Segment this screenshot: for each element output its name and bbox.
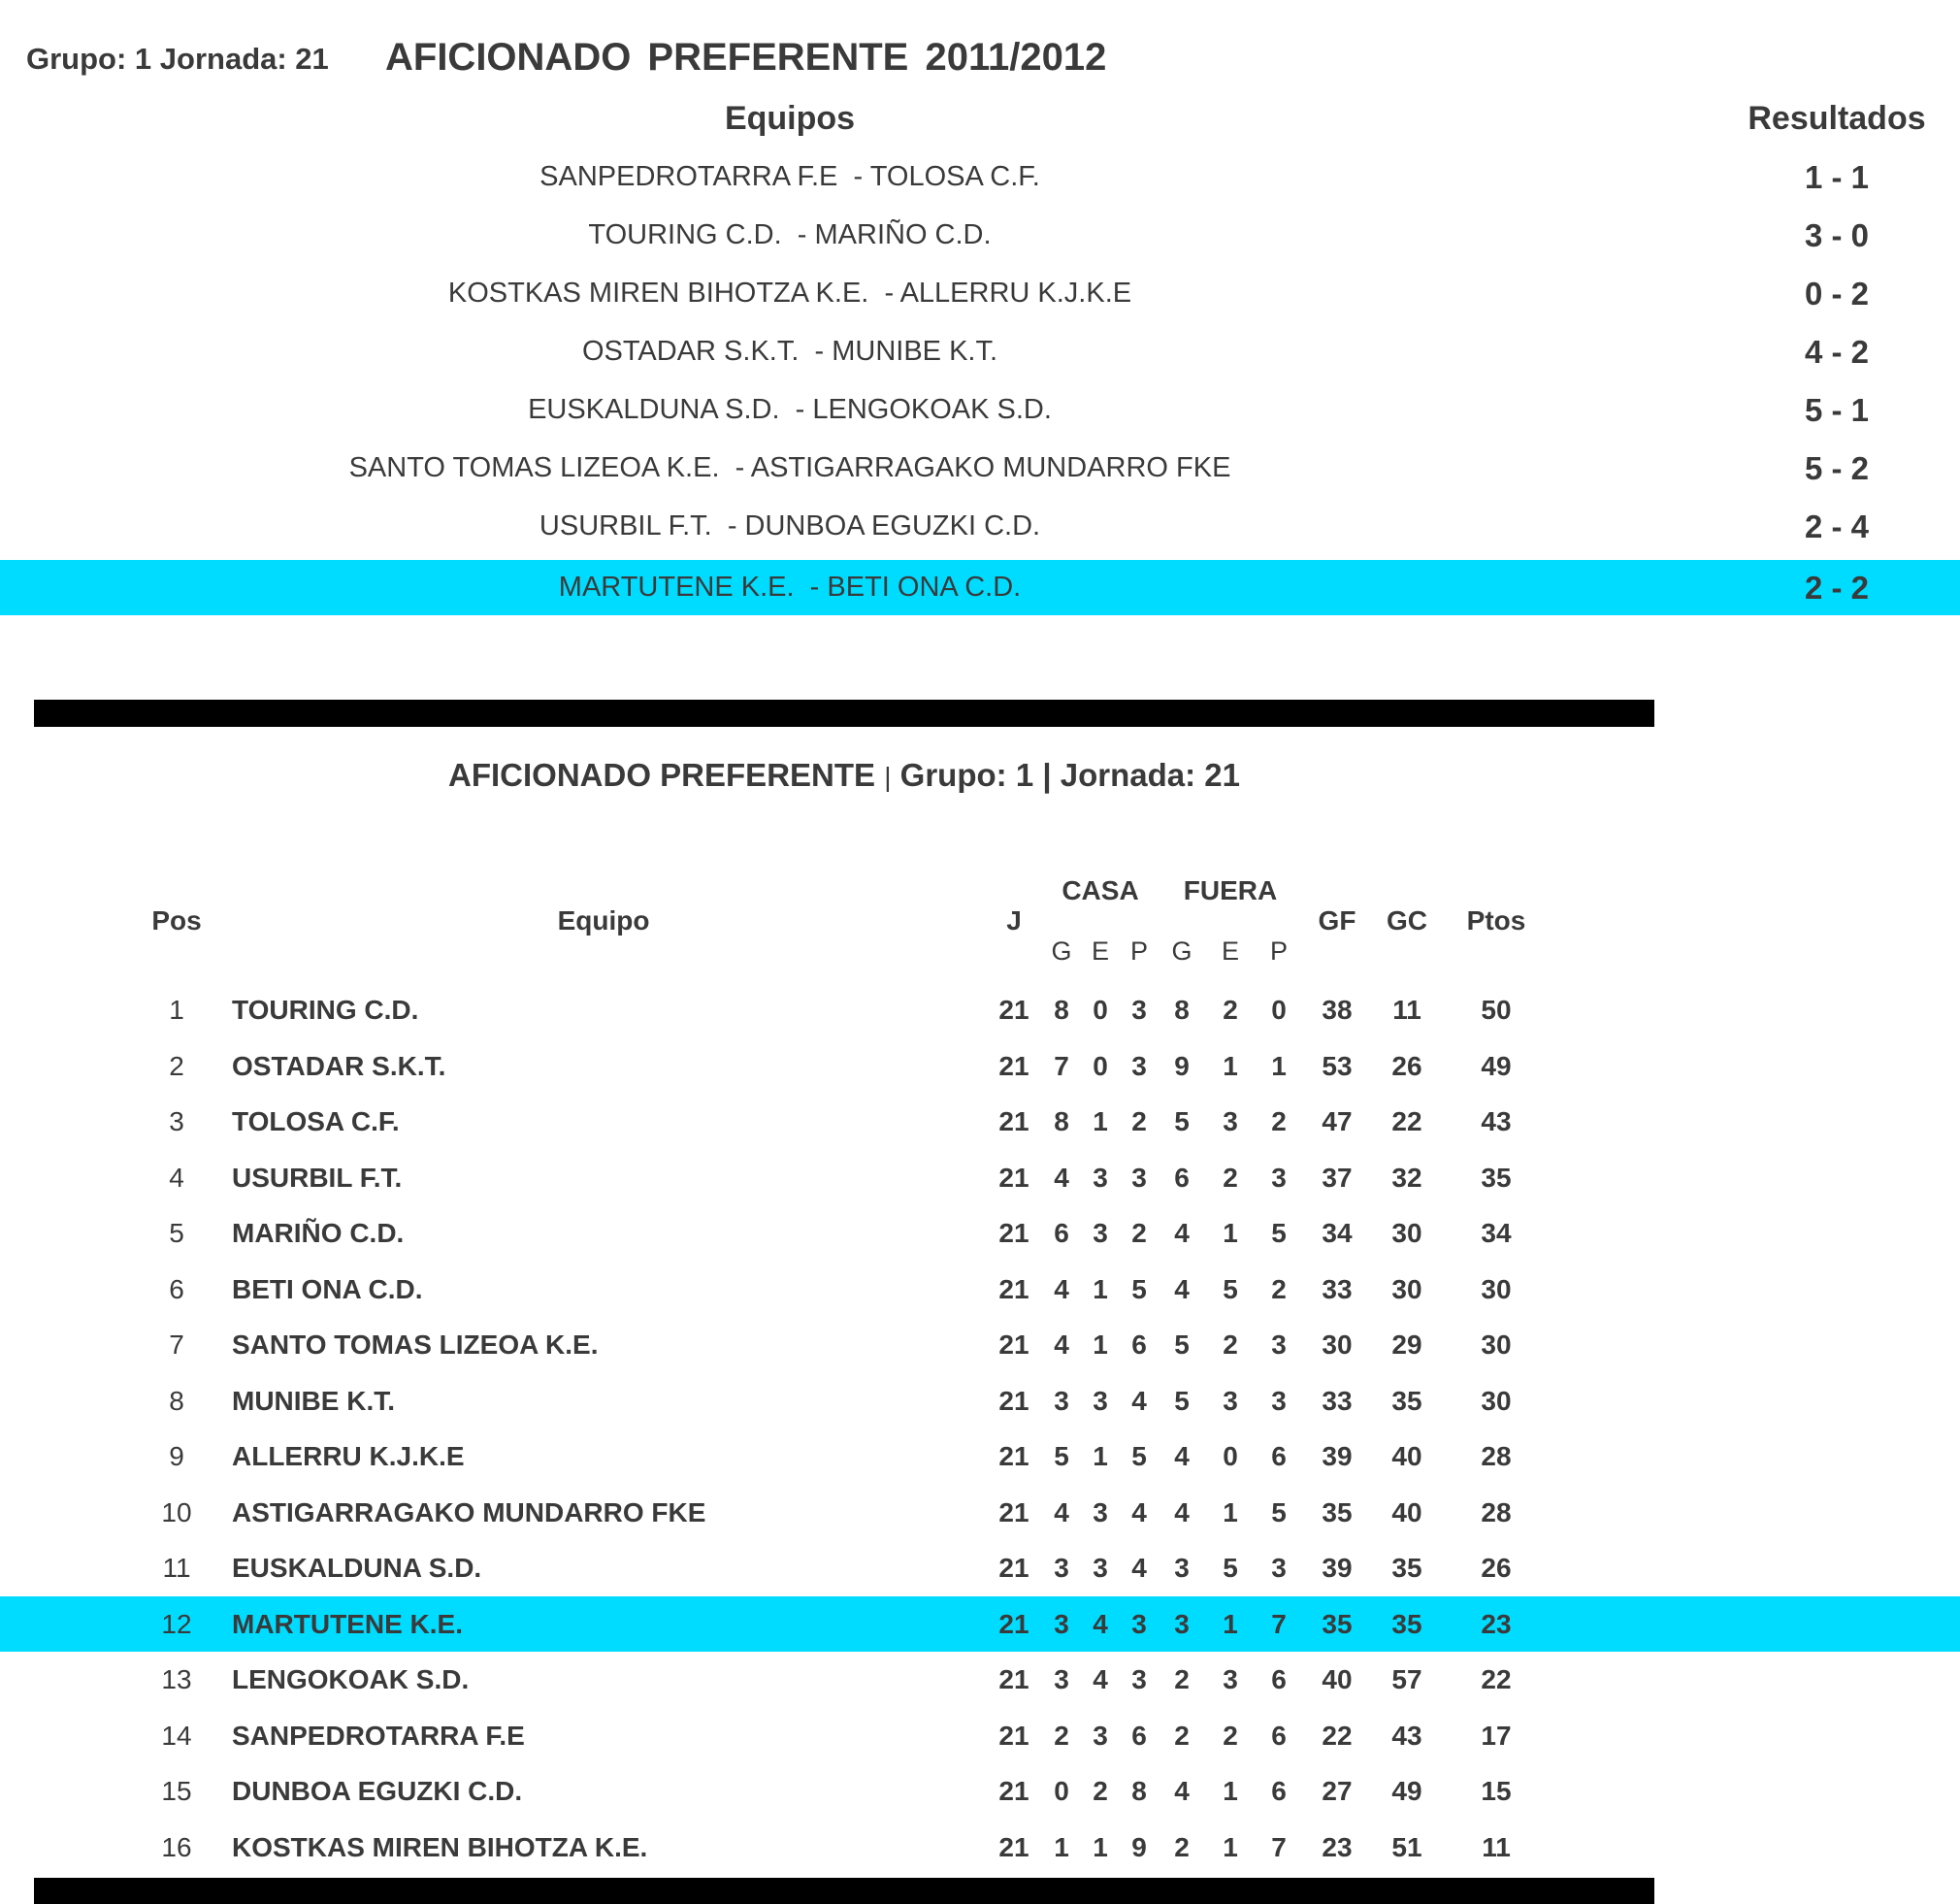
team-position: 16	[161, 1832, 192, 1862]
team-position: 4	[169, 1163, 184, 1193]
standings-title-separator: |	[884, 762, 892, 792]
goals-against-value: 30	[1391, 1274, 1422, 1304]
home-won-value: 6	[1054, 1218, 1069, 1248]
team-position: 11	[162, 1553, 191, 1583]
home-lost-value: 4	[1131, 1553, 1147, 1583]
match-row-highlighted	[0, 560, 1960, 615]
home-lost-value: 6	[1131, 1721, 1147, 1751]
away-drawn-value: 5	[1223, 1553, 1238, 1583]
equipo-header: Equipo	[557, 905, 650, 936]
team-name: MARIÑO C.D.	[232, 1218, 405, 1248]
match-score: 2 - 2	[1804, 570, 1870, 606]
divider-bar	[34, 700, 1654, 727]
match-score: 2 - 4	[1804, 509, 1870, 544]
points-value: 30	[1481, 1386, 1512, 1416]
away-won-value: 5	[1174, 1106, 1190, 1136]
home-won-value: 3	[1054, 1386, 1069, 1416]
match-row	[0, 441, 1960, 496]
standings-row	[0, 1763, 1960, 1819]
home-drawn-value: 2	[1093, 1776, 1108, 1806]
goals-for-value: 35	[1322, 1609, 1353, 1639]
standings-row	[0, 1205, 1960, 1261]
goals-for-value: 53	[1322, 1051, 1353, 1081]
fuera-g-header: G	[1171, 936, 1192, 966]
home-lost-value: 5	[1131, 1274, 1147, 1304]
away-lost-value: 1	[1271, 1051, 1287, 1081]
grupo-jornada-label: Grupo: 1 Jornada: 21	[26, 42, 329, 76]
casa-e-header: E	[1091, 936, 1109, 966]
goals-for-value: 37	[1322, 1163, 1353, 1193]
match-score: 1 - 1	[1804, 159, 1870, 195]
home-drawn-value: 4	[1093, 1664, 1108, 1694]
team-name: USURBIL F.T.	[232, 1163, 403, 1193]
away-drawn-value: 3	[1223, 1106, 1238, 1136]
goals-against-value: 29	[1391, 1330, 1422, 1360]
away-lost-value: 3	[1271, 1330, 1287, 1360]
played-value: 21	[998, 1330, 1029, 1360]
away-drawn-value: 0	[1223, 1441, 1238, 1471]
goals-against-value: 11	[1392, 995, 1421, 1025]
fuera-e-header: E	[1221, 936, 1239, 966]
away-lost-value: 7	[1271, 1609, 1287, 1639]
away-drawn-value: 1	[1223, 1218, 1238, 1248]
standings-row	[0, 1373, 1960, 1428]
team-name: DUNBOA EGUZKI C.D.	[232, 1776, 523, 1806]
home-drawn-value: 1	[1093, 1330, 1108, 1360]
equipos-column-header: Equipos	[724, 100, 856, 137]
home-lost-value: 4	[1131, 1497, 1147, 1527]
home-lost-value: 9	[1131, 1832, 1147, 1862]
played-value: 21	[998, 1163, 1029, 1193]
match-row	[0, 208, 1960, 263]
played-value: 21	[998, 1218, 1029, 1248]
team-position: 10	[161, 1497, 192, 1527]
home-lost-value: 8	[1131, 1776, 1147, 1806]
ptos-header: Ptos	[1466, 905, 1526, 936]
points-value: 30	[1481, 1330, 1512, 1360]
standings-row	[0, 1262, 1960, 1317]
home-lost-value: 3	[1131, 1609, 1147, 1639]
team-name: SANPEDROTARRA F.E	[232, 1721, 525, 1751]
match-teams: OSTADAR S.K.T. - MUNIBE K.T.	[581, 336, 998, 367]
pos-header: Pos	[151, 905, 202, 936]
played-value: 21	[998, 1497, 1029, 1527]
team-position: 1	[169, 995, 184, 1025]
home-won-value: 3	[1054, 1609, 1069, 1639]
away-drawn-value: 1	[1223, 1497, 1238, 1527]
points-value: 22	[1481, 1664, 1512, 1694]
away-lost-value: 6	[1271, 1721, 1287, 1751]
away-lost-value: 3	[1271, 1553, 1287, 1583]
away-won-value: 3	[1174, 1553, 1190, 1583]
points-value: 15	[1481, 1776, 1512, 1806]
points-value: 17	[1481, 1721, 1512, 1751]
team-position: 5	[169, 1218, 184, 1248]
home-won-value: 4	[1054, 1274, 1069, 1304]
team-position: 13	[161, 1664, 192, 1694]
team-name: TOURING C.D.	[232, 995, 419, 1025]
home-drawn-value: 1	[1093, 1106, 1108, 1136]
points-value: 28	[1481, 1441, 1512, 1471]
casa-g-header: G	[1051, 936, 1072, 966]
goals-against-value: 35	[1391, 1386, 1422, 1416]
team-name: MUNIBE K.T.	[232, 1386, 395, 1416]
goals-for-value: 39	[1322, 1441, 1353, 1471]
away-drawn-value: 1	[1223, 1609, 1238, 1639]
goals-against-value: 40	[1391, 1441, 1422, 1471]
played-value: 21	[998, 1664, 1029, 1694]
played-value: 21	[998, 1441, 1029, 1471]
team-position: 15	[161, 1776, 192, 1806]
fuera-header: FUERA	[1183, 875, 1278, 905]
away-lost-value: 5	[1271, 1497, 1287, 1527]
team-position: 14	[161, 1721, 192, 1751]
home-drawn-value: 3	[1093, 1163, 1108, 1193]
away-lost-value: 0	[1271, 995, 1287, 1025]
team-position: 2	[169, 1051, 184, 1081]
team-name: OSTADAR S.K.T.	[232, 1051, 446, 1081]
standings-row	[0, 1428, 1960, 1484]
home-drawn-value: 3	[1093, 1386, 1108, 1416]
match-row	[0, 382, 1960, 438]
team-name: BETI ONA C.D.	[232, 1274, 423, 1304]
team-name: TOLOSA C.F.	[232, 1106, 400, 1136]
played-value: 21	[998, 1106, 1029, 1136]
match-score: 0 - 2	[1804, 276, 1870, 312]
team-name: MARTUTENE K.E.	[232, 1609, 463, 1639]
away-lost-value: 3	[1271, 1386, 1287, 1416]
standings-title-group: Grupo: 1 | Jornada: 21	[899, 757, 1240, 793]
goals-for-value: 33	[1322, 1274, 1353, 1304]
goals-against-value: 49	[1391, 1776, 1422, 1806]
away-won-value: 5	[1174, 1330, 1190, 1360]
goals-against-value: 57	[1391, 1664, 1422, 1694]
standings-row	[0, 982, 1960, 1037]
home-won-value: 7	[1054, 1051, 1069, 1081]
home-lost-value: 6	[1131, 1330, 1147, 1360]
standings-row	[0, 1094, 1960, 1149]
away-won-value: 4	[1174, 1497, 1190, 1527]
home-won-value: 4	[1054, 1330, 1069, 1360]
team-position: 7	[169, 1330, 184, 1360]
away-won-value: 9	[1174, 1051, 1190, 1081]
match-score: 5 - 1	[1804, 392, 1870, 428]
goals-for-value: 23	[1322, 1832, 1353, 1862]
away-won-value: 2	[1174, 1721, 1190, 1751]
standings-row-highlighted	[0, 1596, 1960, 1652]
team-name: ASTIGARRAGAKO MUNDARRO FKE	[232, 1497, 706, 1527]
team-name: SANTO TOMAS LIZEOA K.E.	[232, 1330, 599, 1360]
standings-row	[0, 1485, 1960, 1540]
match-teams: TOURING C.D. - MARIÑO C.D.	[588, 219, 992, 250]
team-position: 6	[169, 1274, 184, 1304]
casa-p-header: P	[1129, 936, 1148, 966]
played-value: 21	[998, 1274, 1029, 1304]
team-name: ALLERRU K.J.K.E	[232, 1441, 465, 1471]
j-header: J	[1006, 905, 1022, 936]
goals-against-value: 26	[1391, 1051, 1422, 1081]
home-lost-value: 3	[1131, 1163, 1147, 1193]
away-won-value: 4	[1174, 1441, 1190, 1471]
home-drawn-value: 1	[1093, 1441, 1108, 1471]
away-drawn-value: 2	[1223, 995, 1238, 1025]
home-drawn-value: 3	[1093, 1218, 1108, 1248]
away-won-value: 4	[1174, 1776, 1190, 1806]
home-drawn-value: 3	[1093, 1553, 1108, 1583]
standings-row	[0, 1038, 1960, 1094]
played-value: 21	[998, 1386, 1029, 1416]
goals-for-value: 30	[1322, 1330, 1353, 1360]
team-position: 8	[169, 1386, 184, 1416]
home-won-value: 3	[1054, 1553, 1069, 1583]
away-won-value: 8	[1174, 995, 1190, 1025]
goals-against-value: 35	[1391, 1609, 1422, 1639]
away-drawn-value: 2	[1223, 1163, 1238, 1193]
home-lost-value: 3	[1131, 1664, 1147, 1694]
away-drawn-value: 2	[1223, 1330, 1238, 1360]
match-score: 3 - 0	[1804, 217, 1870, 253]
points-value: 28	[1481, 1497, 1512, 1527]
home-won-value: 3	[1054, 1664, 1069, 1694]
away-won-value: 4	[1174, 1274, 1190, 1304]
goals-for-value: 40	[1322, 1664, 1353, 1694]
away-lost-value: 5	[1271, 1218, 1287, 1248]
points-value: 43	[1481, 1106, 1512, 1136]
casa-header: CASA	[1062, 875, 1139, 905]
match-teams: USURBIL F.T. - DUNBOA EGUZKI C.D.	[539, 510, 1041, 542]
fuera-p-header: P	[1269, 936, 1288, 966]
goals-for-value: 35	[1322, 1497, 1353, 1527]
away-drawn-value: 3	[1223, 1664, 1238, 1694]
goals-against-value: 40	[1391, 1497, 1422, 1527]
home-won-value: 0	[1054, 1776, 1069, 1806]
away-lost-value: 2	[1271, 1106, 1287, 1136]
away-won-value: 2	[1174, 1832, 1190, 1862]
home-drawn-value: 0	[1093, 1051, 1108, 1081]
home-drawn-value: 4	[1093, 1609, 1108, 1639]
away-lost-value: 6	[1271, 1441, 1287, 1471]
played-value: 21	[998, 1721, 1029, 1751]
gc-header: GC	[1387, 905, 1427, 936]
match-teams: MARTUTENE K.E. - BETI ONA C.D.	[558, 572, 1022, 603]
played-value: 21	[998, 1776, 1029, 1806]
team-name: KOSTKAS MIREN BIHOTZA K.E.	[232, 1832, 648, 1862]
home-won-value: 8	[1054, 1106, 1069, 1136]
standings-title-competition: AFICIONADO PREFERENTE	[448, 757, 876, 793]
match-teams: KOSTKAS MIREN BIHOTZA K.E. - ALLERRU K.J.K.E	[447, 278, 1132, 309]
away-won-value: 2	[1174, 1664, 1190, 1694]
home-won-value: 5	[1054, 1441, 1069, 1471]
played-value: 21	[998, 1553, 1029, 1583]
home-won-value: 8	[1054, 995, 1069, 1025]
goals-against-value: 51	[1391, 1832, 1422, 1862]
home-drawn-value: 3	[1093, 1497, 1108, 1527]
away-won-value: 4	[1174, 1218, 1190, 1248]
match-score: 5 - 2	[1804, 450, 1870, 486]
points-value: 50	[1481, 995, 1512, 1025]
standings-row	[0, 1708, 1960, 1763]
match-score: 4 - 2	[1804, 334, 1870, 370]
team-name: LENGOKOAK S.D.	[232, 1664, 470, 1694]
away-lost-value: 3	[1271, 1163, 1287, 1193]
standings-row	[0, 1150, 1960, 1205]
standings-row	[0, 1652, 1960, 1707]
away-drawn-value: 2	[1223, 1721, 1238, 1751]
goals-against-value: 30	[1391, 1218, 1422, 1248]
match-row	[0, 324, 1960, 379]
played-value: 21	[998, 1832, 1029, 1862]
standings-row	[0, 1820, 1960, 1875]
match-teams: EUSKALDUNA S.D. - LENGOKOAK S.D.	[528, 394, 1052, 425]
played-value: 21	[998, 1609, 1029, 1639]
home-won-value: 1	[1054, 1832, 1069, 1862]
gf-header: GF	[1318, 905, 1356, 936]
away-won-value: 5	[1174, 1386, 1190, 1416]
home-lost-value: 2	[1131, 1106, 1147, 1136]
home-lost-value: 4	[1131, 1386, 1147, 1416]
goals-against-value: 22	[1391, 1106, 1422, 1136]
goals-against-value: 35	[1391, 1553, 1422, 1583]
goals-for-value: 34	[1322, 1218, 1353, 1248]
team-position: 9	[169, 1441, 184, 1471]
bottom-bar	[34, 1878, 1654, 1904]
played-value: 21	[998, 995, 1029, 1025]
home-lost-value: 3	[1131, 995, 1147, 1025]
goals-for-value: 39	[1322, 1553, 1353, 1583]
away-drawn-value: 1	[1223, 1051, 1238, 1081]
home-drawn-value: 1	[1093, 1832, 1108, 1862]
team-position: 12	[161, 1609, 192, 1639]
home-won-value: 4	[1054, 1163, 1069, 1193]
points-value: 34	[1481, 1218, 1512, 1248]
home-lost-value: 3	[1131, 1051, 1147, 1081]
standings-row	[0, 1317, 1960, 1372]
match-teams: SANPEDROTARRA F.E - TOLOSA C.F.	[539, 161, 1040, 192]
standings-title	[0, 757, 1688, 794]
home-won-value: 4	[1054, 1497, 1069, 1527]
goals-for-value: 22	[1322, 1721, 1353, 1751]
match-row	[0, 149, 1960, 205]
goals-against-value: 32	[1391, 1163, 1422, 1193]
match-row	[0, 499, 1960, 554]
away-lost-value: 7	[1271, 1832, 1287, 1862]
home-lost-value: 2	[1131, 1218, 1147, 1248]
match-row	[0, 266, 1960, 321]
page-title: AFICIONADO PREFERENTE 2011/2012	[385, 36, 1107, 79]
home-drawn-value: 1	[1093, 1274, 1108, 1304]
away-lost-value: 6	[1271, 1776, 1287, 1806]
home-won-value: 2	[1054, 1721, 1069, 1751]
away-drawn-value: 5	[1223, 1274, 1238, 1304]
goals-for-value: 47	[1322, 1106, 1353, 1136]
standings-row	[0, 1540, 1960, 1595]
away-lost-value: 6	[1271, 1664, 1287, 1694]
away-drawn-value: 3	[1223, 1386, 1238, 1416]
goals-for-value: 33	[1322, 1386, 1353, 1416]
match-teams: SANTO TOMAS LIZEOA K.E. - ASTIGARRAGAKO MUNDARRO FKE	[348, 452, 1231, 483]
team-name: EUSKALDUNA S.D.	[232, 1553, 482, 1583]
resultados-column-header: Resultados	[1748, 100, 1926, 137]
away-lost-value: 2	[1271, 1274, 1287, 1304]
goals-for-value: 38	[1322, 995, 1353, 1025]
home-drawn-value: 3	[1093, 1721, 1108, 1751]
home-drawn-value: 0	[1093, 995, 1108, 1025]
points-value: 35	[1481, 1163, 1512, 1193]
team-position: 3	[169, 1106, 184, 1136]
points-value: 30	[1481, 1274, 1512, 1304]
away-drawn-value: 1	[1223, 1832, 1238, 1862]
away-won-value: 6	[1174, 1163, 1190, 1193]
goals-for-value: 27	[1322, 1776, 1353, 1806]
points-value: 23	[1481, 1609, 1512, 1639]
home-lost-value: 5	[1131, 1441, 1147, 1471]
away-drawn-value: 1	[1223, 1776, 1238, 1806]
goals-against-value: 43	[1391, 1721, 1422, 1751]
points-value: 26	[1481, 1553, 1512, 1583]
points-value: 49	[1481, 1051, 1512, 1081]
points-value: 11	[1482, 1832, 1511, 1862]
away-won-value: 3	[1174, 1609, 1190, 1639]
played-value: 21	[998, 1051, 1029, 1081]
